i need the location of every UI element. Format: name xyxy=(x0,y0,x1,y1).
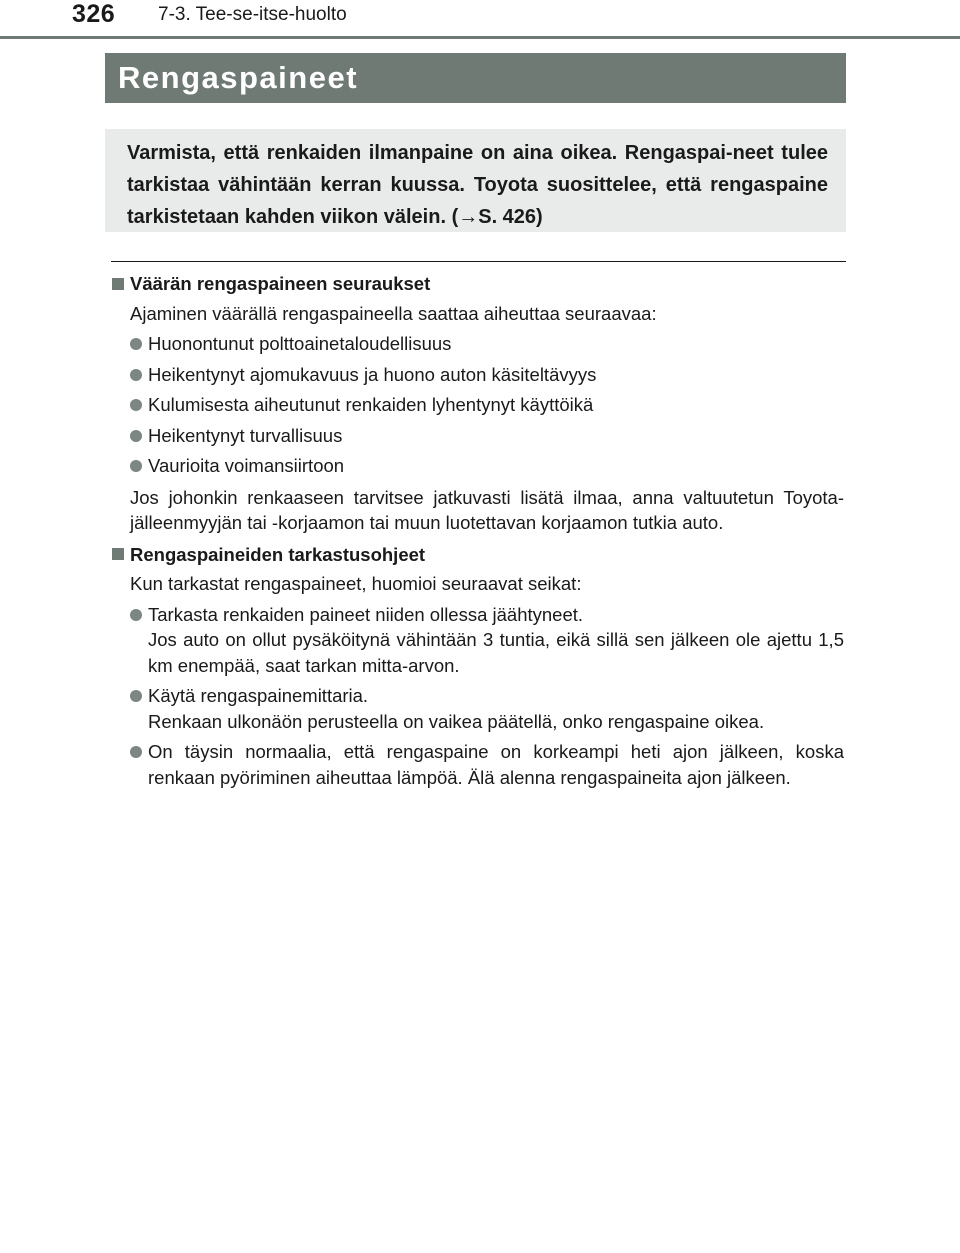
list-item-detail: Renkaan ulkonäön perusteella on vaikea päätellä, onko rengaspaine oikea. xyxy=(148,710,765,732)
page-number: 326 xyxy=(72,0,116,28)
circle-bullet-icon xyxy=(130,369,142,381)
circle-bullet-icon xyxy=(130,430,142,442)
list-item-detail: Jos auto on ollut pysäköitynä vähintään 3 tuntia, eikä sillä sen jälkeen ole ajettu 1,5 km enempää, saat tarkan mitta-arvon. xyxy=(148,629,844,676)
list-item-text: Heikentynyt turvallisuus xyxy=(148,424,343,446)
circle-bullet-icon xyxy=(130,338,142,350)
list-item-text: Heikentynyt ajomukavuus ja huono auton käsiteltävyys xyxy=(148,363,597,385)
list-item-title: Tarkasta renkaiden paineet niiden ollessa jäähtyneet. xyxy=(148,603,584,625)
list-item-text: Kulumisesta aiheutunut renkaiden lyhentynyt käyttöikä xyxy=(148,394,594,415)
section-heading-text: Rengaspaineiden tarkastusohjeet xyxy=(130,543,426,565)
main-content xyxy=(112,271,844,790)
circle-bullet-icon xyxy=(130,460,142,472)
section-closing: Jos johonkin renkaaseen tarvitsee jatkuvasti lisätä ilmaa, anna valtuutetun Toyota-jälleenmyyjän tai -korjaamon tai muun luotettavan korjaamon tutkia auto. xyxy=(130,486,844,533)
list-item-text xyxy=(148,602,844,679)
list-item-title: On täysin normaalia, että rengaspaine on korkeampi heti ajon jälkeen, koska renkaan pyöriminen aiheuttaa lämpöä. Älä alenna rengaspaineita ajon jälkeen. xyxy=(148,741,844,788)
list-item xyxy=(130,739,844,790)
section-header: 7-3. Tee-se-itse-huolto xyxy=(158,4,347,25)
circle-bullet-icon xyxy=(130,690,142,702)
page-title: Rengaspaineet xyxy=(118,60,359,95)
list-item-text xyxy=(148,683,844,734)
list-item xyxy=(130,602,844,679)
list-item xyxy=(130,683,844,734)
section-heading-text: Väärän rengaspaineen seuraukset xyxy=(130,273,431,294)
page-title-bar xyxy=(105,53,846,103)
header-divider xyxy=(0,36,960,39)
list-item xyxy=(130,453,844,479)
square-bullet-icon xyxy=(112,548,124,560)
section-lead: Kun tarkastat rengaspaineet, huomioi seuraavat seikat: xyxy=(130,573,582,594)
list-item-text: Vaurioita voimansiirtoon xyxy=(148,455,345,476)
square-bullet-icon xyxy=(112,278,124,290)
list-item xyxy=(130,331,844,357)
section-lead: Ajaminen väärällä rengaspaineella saattaa aiheuttaa seuraavaa: xyxy=(130,302,657,324)
intro-text: Varmista, että renkaiden ilmanpaine on aina oikea. Rengaspai-neet tulee tarkistaa vähintään kerran kuussa. Toyota suosittelee, että rengaspaine tarkistetaan kahden viikon välein. (→S. 426) xyxy=(127,142,828,228)
list-item xyxy=(130,423,844,449)
circle-bullet-icon xyxy=(130,399,142,411)
circle-bullet-icon xyxy=(130,746,142,758)
list-item-text xyxy=(148,739,844,790)
intro-box xyxy=(105,129,846,232)
list-item xyxy=(130,362,844,388)
content-divider xyxy=(111,261,846,262)
list-item-title: Käytä rengaspainemittaria. xyxy=(148,685,369,706)
circle-bullet-icon xyxy=(130,609,142,621)
list-item-text: Huonontunut polttoainetaloudellisuus xyxy=(148,333,452,354)
section-heading xyxy=(112,542,844,568)
list-item xyxy=(130,392,844,418)
section-heading xyxy=(112,271,844,297)
